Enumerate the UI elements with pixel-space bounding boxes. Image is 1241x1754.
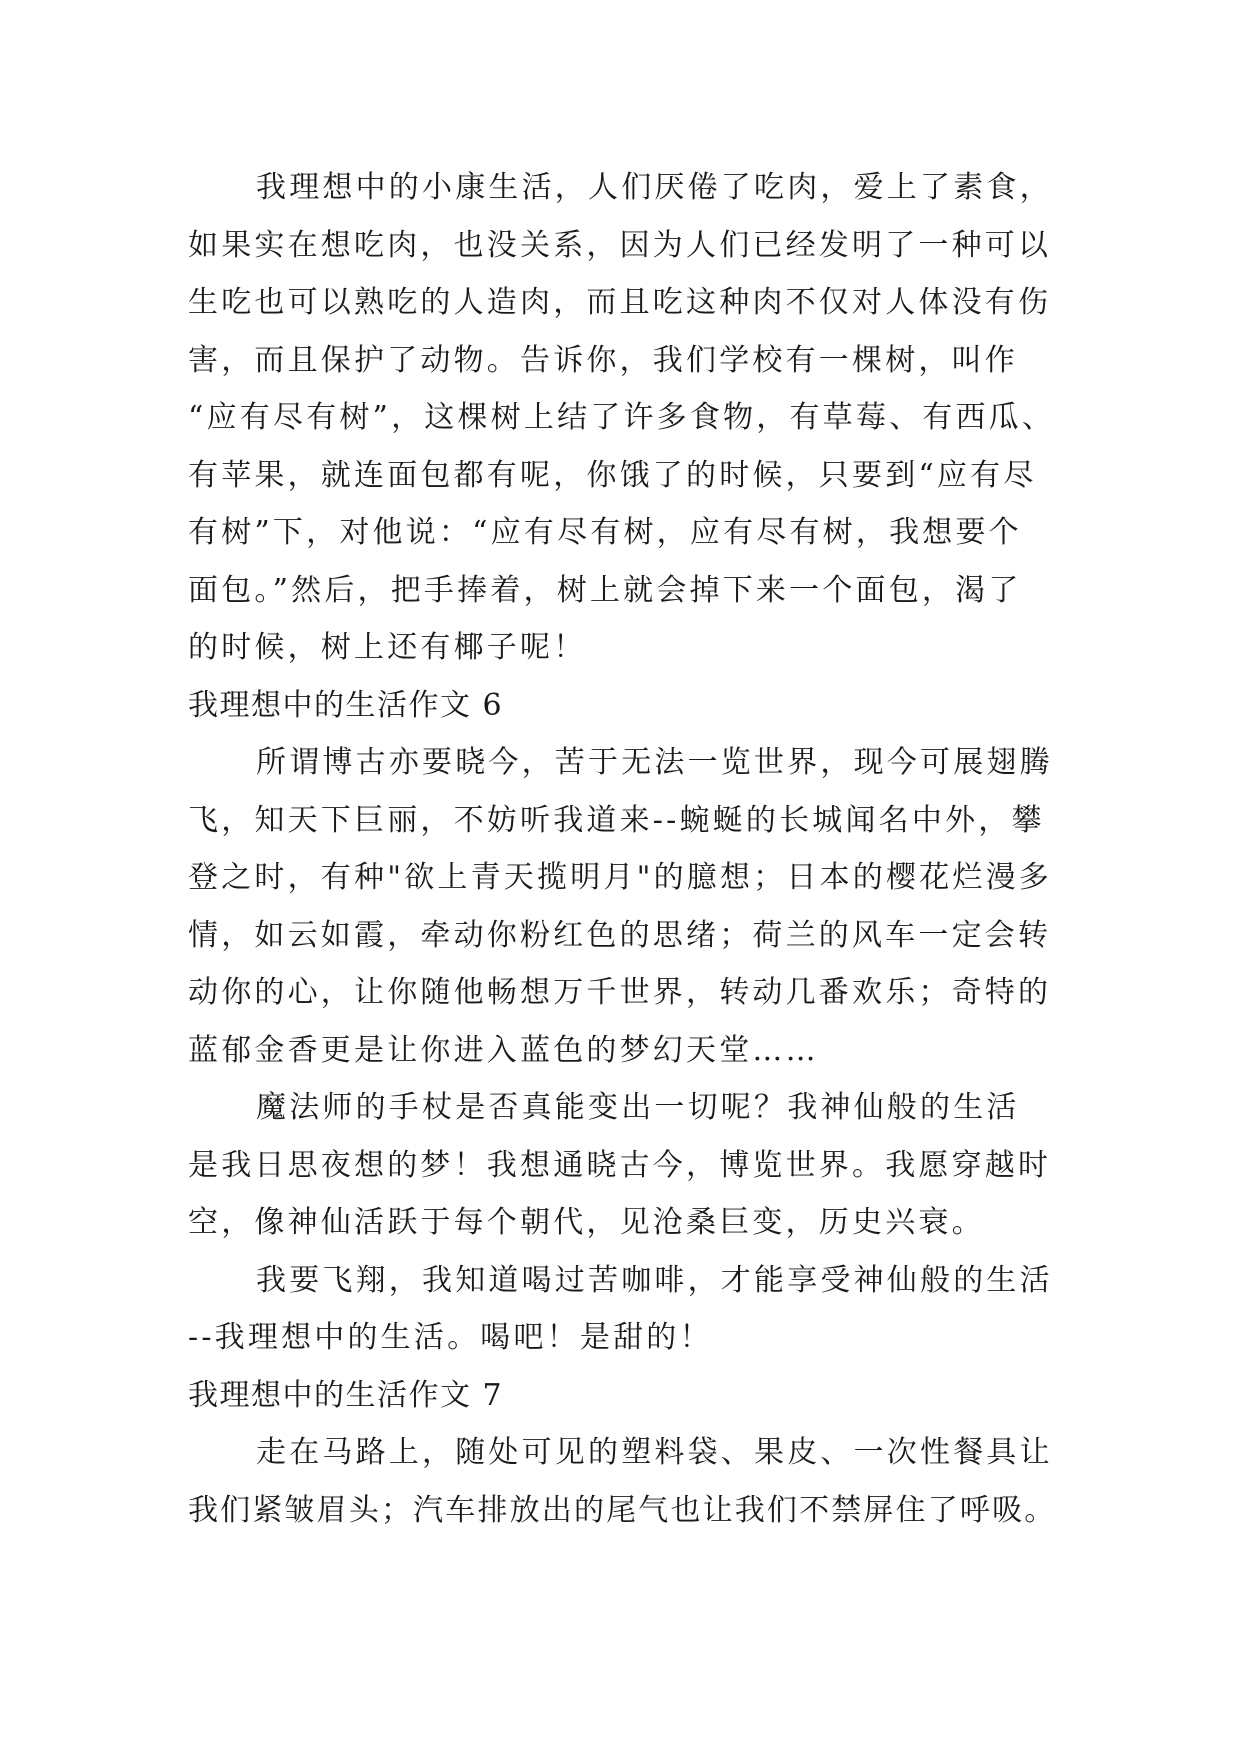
text-line: 有苹果，就连面包都有呢，你饿了的时候，只要到“应有尽 (188, 458, 1037, 493)
text-line: 害，而且保护了动物。告诉你，我们学校有一棵树，叫作 (188, 343, 1018, 378)
text-line: 动你的心，让你随他畅想万千世界，转动几番欢乐；奇特的 (188, 975, 1052, 1010)
text-line: 面包。”然后，把手捧着，树上就会掉下来一个面包，渴了 (188, 573, 1022, 608)
text-line: 所谓博古亦要晓今，苦于无法一览世界，现今可展翅腾 (256, 745, 1053, 780)
text-line: --我理想中的生活。喝吧！是甜的！ (188, 1320, 713, 1355)
text-line: 走在马路上，随处可见的塑料袋、果皮、一次性餐具让 (256, 1435, 1053, 1470)
text-line: 空，像神仙活跃于每个朝代，见沧桑巨变，历史兴衰。 (188, 1205, 985, 1240)
text-line: 有树”下，对他说：“应有尽有树，应有尽有树，我想要个 (188, 515, 1022, 550)
text-line: 如果实在想吃肉，也没关系，因为人们已经发明了一种可以 (188, 228, 1052, 263)
text-line: 登之时，有种"欲上青天揽明月"的臆想；日本的樱花烂漫多 (188, 860, 1052, 895)
text-line: 是我日思夜想的梦！我想通晓古今，博览世界。我愿穿越时 (188, 1148, 1052, 1183)
text-line: 我要飞翔，我知道喝过苦咖啡，才能享受神仙般的生活 (256, 1263, 1053, 1298)
text-line: 生吃也可以熟吃的人造肉，而且吃这种肉不仅对人体没有伤 (188, 285, 1052, 320)
text-line: “应有尽有树”，这棵树上结了许多食物，有草莓、有西瓜、 (188, 400, 1056, 435)
text-line: 情，如云如霞，牵动你粉红色的思绪；荷兰的风车一定会转 (188, 918, 1052, 953)
text-line: 魔法师的手杖是否真能变出一切呢？我神仙般的生活 (256, 1090, 1020, 1125)
section-heading: 我理想中的生活作文 6 (188, 688, 504, 723)
text-line: 我们紧皱眉头；汽车排放出的尾气也让我们不禁屏住了呼吸。 (188, 1493, 1057, 1528)
text-line: 蓝郁金香更是让你进入蓝色的梦幻天堂…… (188, 1033, 819, 1068)
text-line: 的时候，树上还有椰子呢！ (188, 630, 587, 665)
text-line: 飞，知天下巨丽，不妨听我道来--蜿蜒的长城闻名中外，攀 (188, 803, 1045, 838)
section-heading: 我理想中的生活作文 7 (188, 1378, 504, 1413)
text-line: 我理想中的小康生活，人们厌倦了吃肉，爱上了素食， (256, 170, 1053, 205)
